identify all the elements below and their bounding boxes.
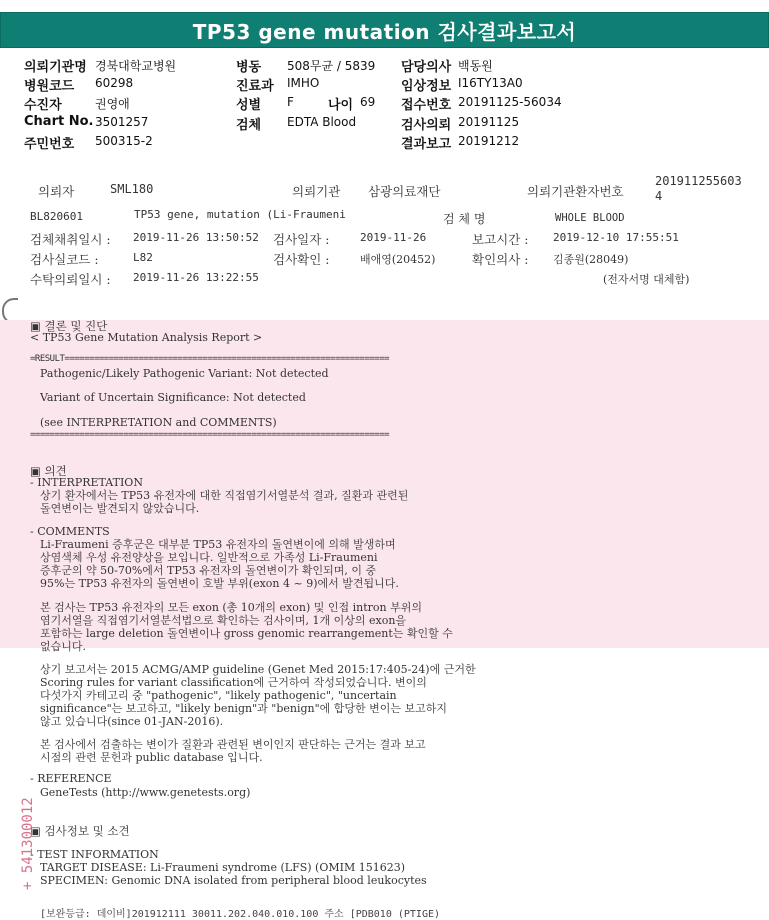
hospital-name-value: 경북대학교병원: [95, 59, 177, 73]
test-date-label: 검사일자 :: [273, 232, 330, 247]
age-value: 69: [360, 95, 376, 109]
request-date-label: 검사의뢰: [401, 118, 452, 133]
resident-no-value: 500315-2: [95, 134, 153, 148]
sex-label: 성별: [236, 98, 262, 113]
comments-paragraph-4: 본 검사에서 검출하는 변이가 질환과 관련된 변이인지 판단하는 근거는 결과 보고 시점의 관련 문헌과 public database 입니다.: [40, 738, 426, 764]
requester-label: 의뢰자: [38, 184, 75, 199]
report-time-label: 보고시간 :: [472, 232, 529, 247]
doctor-value: 백동원: [458, 59, 493, 73]
test-info-heading: ▣ 검사정보 및 소견: [30, 824, 130, 838]
header-info: [0, 52, 769, 152]
patient-label: 수진자: [24, 98, 62, 113]
report-date-label: 결과보고: [401, 137, 452, 152]
specimen-info: SPECIMEN: Genomic DNA isolated from peripheral blood leukocytes: [40, 874, 427, 887]
interpretation-title: - INTERPRETATION: [30, 476, 143, 489]
confirm-value: 배애영(20452): [360, 253, 436, 266]
scanned-report: [0, 168, 769, 916]
reference-title: - REFERENCE: [30, 772, 112, 785]
hospital-name-label: 의뢰기관명: [24, 60, 87, 75]
hospital-code-value: 60298: [95, 76, 134, 90]
patient-value: 권영애: [95, 97, 130, 111]
cut-off-footer-line: [보완등급: 데이비]201912111 30011.202.040.010.100 주소 [PDB010 (PTIGE): [40, 909, 441, 920]
institution-label: 의뢰기관: [292, 184, 341, 199]
department-value: IMHO: [287, 76, 320, 90]
result-see-note: (see INTERPRETATION and COMMENTS): [40, 416, 277, 429]
test-info-title: - TEST INFORMATION: [30, 848, 159, 861]
ward-value: 508무균 / 5839: [287, 59, 376, 73]
receive-value: 2019-11-26 13:22:55: [133, 271, 259, 284]
age-label: 나이: [328, 98, 354, 113]
chart-no-value: 3501257: [95, 115, 149, 129]
conclusion-subheading: < TP53 Gene Mutation Analysis Report >: [30, 331, 263, 344]
report-title: TP53 gene mutation 검사결과보고서: [0, 12, 769, 48]
lab-code-label: 검사실코드 :: [30, 252, 99, 267]
institution-value: 삼광의료재단: [368, 184, 441, 199]
opinion-heading: ▣ 의견: [30, 464, 67, 478]
comments-paragraph-2: 본 검사는 TP53 유전자의 모든 exon (총 10개의 exon) 및 인접 intron 부위의 염기서열을 직접염기서열분석법으로 확인하는 검사이며, 1개 이상의 exon을 포함하는 large deletion 돌연변이나 gross genomic rearrangement는 확인할 수 없습니다.: [40, 601, 453, 653]
sex-value: F: [287, 95, 294, 109]
request-date-value: 20191125: [458, 115, 520, 129]
result-end-line: =========================================================================: [30, 430, 390, 440]
specimen-value: EDTA Blood: [287, 115, 357, 129]
receipt-no-label: 접수번호: [401, 98, 452, 113]
specimen-name-value: WHOLE BLOOD: [555, 212, 625, 224]
collect-value: 2019-11-26 13:50:52: [133, 231, 259, 244]
clinical-info-label: 임상정보: [401, 79, 452, 94]
collect-label: 검체채취일시 :: [30, 232, 111, 247]
reference-text: GeneTests (http://www.genetests.org): [40, 786, 251, 799]
hospital-code-label: 병원코드: [24, 79, 75, 94]
result-pathogenic: Pathogenic/Likely Pathogenic Variant: Not detected: [40, 367, 329, 380]
result-line: =RESULT==================================================================: [30, 354, 390, 364]
report-date-value: 20191212: [458, 134, 520, 148]
patient-no-value-2: 4: [655, 189, 663, 203]
requester-value: SML180: [110, 182, 154, 196]
chart-no-label: Chart No.: [24, 114, 94, 129]
interpretation-text: 상기 환자에서는 TP53 유전자에 대한 직접염기서열분석 결과, 질환과 관련된 돌연변이는 발견되지 않았습니다.: [40, 489, 409, 515]
lab-code-value: L82: [133, 251, 153, 264]
comments-paragraph-3: 상기 보고서는 2015 ACMG/AMP guideline (Genet Med 2015:17:405-24)에 근거한 Scoring rules for variant classification에 근거하여 작성되었습니다. 변이의 다섯가지 카테고리 중 "pathogenic", "likely pathogenic", "uncertain significance"는 보고하고, "likely benign"과 "benign"에 합당한 변이는 보고하지 않고 있습니다(since 01-JAN-2016).: [40, 663, 476, 728]
confirm-doctor-label: 확인의사 :: [472, 252, 529, 267]
report-time-value: 2019-12-10 17:55:51: [553, 231, 679, 244]
result-vus: Variant of Uncertain Significance: Not detected: [40, 391, 306, 404]
e-sign-note: (전자서명 대체함): [603, 273, 690, 286]
ward-label: 병동: [236, 60, 262, 75]
confirm-label: 검사확인 :: [273, 252, 330, 267]
clinical-info-value: I16TY13A0: [458, 76, 523, 90]
test-date-value: 2019-11-26: [360, 231, 427, 244]
conclusion-heading: ▣ 결론 및 진단: [30, 319, 108, 333]
patient-no-label: 의뢰기관환자번호: [527, 184, 624, 199]
receive-label: 수탁의뢰일시 :: [30, 272, 111, 287]
department-label: 진료과: [236, 79, 274, 94]
side-barcode-number: + 541300012: [20, 797, 36, 890]
test-code: BL820601: [30, 210, 83, 223]
specimen-name-label: 검 체 명: [443, 212, 486, 226]
specimen-label: 검체: [236, 118, 262, 133]
doctor-label: 담당의사: [401, 60, 452, 75]
receipt-no-value: 20191125-56034: [458, 95, 562, 109]
comments-title: - COMMENTS: [30, 525, 110, 538]
confirm-doctor-value: 김종원(28049): [553, 253, 629, 266]
comments-paragraph-1: Li-Fraumeni 증후군은 대부분 TP53 유전자의 돌연변이에 의해 발생하며 상염색체 우성 유전양상을 보입니다. 일반적으로 가족성 Li-Fraumeni 증후군의 약 50-70%에서 TP53 유전자의 돌연변이가 확인되며, 이 중 95%는 TP53 유전자의 돌연변이 호발 부위(exon 4 ~ 9)에서 발견됩니다.: [40, 538, 399, 590]
resident-no-label: 주민번호: [24, 137, 75, 152]
test-name: TP53 gene, mutation (Li-Fraumeni: [134, 208, 346, 221]
patient-no-value-1: 201911255603: [655, 174, 742, 188]
target-disease: TARGET DISEASE: Li-Fraumeni syndrome (LFS) (OMIM 151623): [40, 861, 405, 874]
